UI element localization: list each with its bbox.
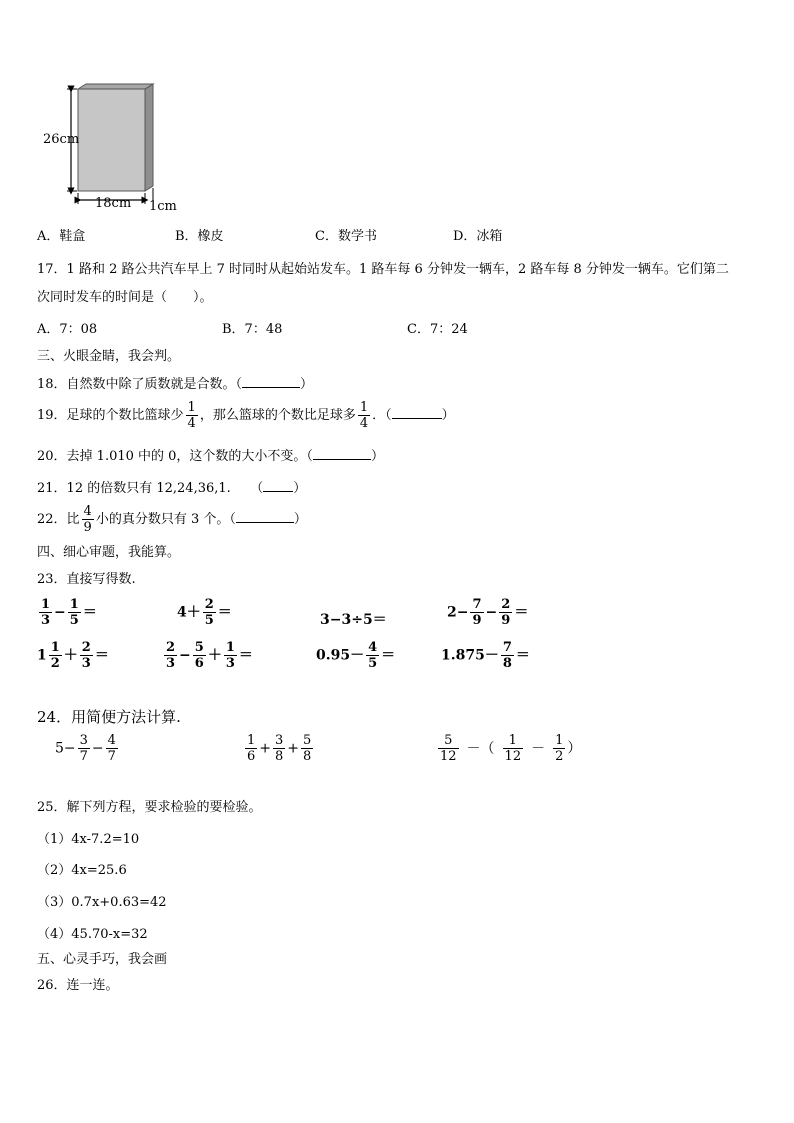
q20 — [37, 447, 384, 465]
q25-item-4: （4）45.70-x=32 — [37, 927, 148, 942]
q17-line2: 次同时发车的时间是（ ）。 — [37, 290, 213, 305]
q23-r1c3: 3−3÷5＝ — [320, 612, 387, 628]
q23-r1c1: $\frac{1}{3}$ − $\frac{1}{5}$ ＝ — [41, 597, 97, 628]
q23-r2c4: 1.875－ $\frac{7}{8}$ ＝ — [441, 640, 530, 671]
q18 — [37, 375, 313, 393]
q25-item-2: （2）4x=25.6 — [37, 863, 127, 878]
q24-title: 24．用简便方法计算. — [37, 708, 181, 726]
q18-text: 18．自然数中除了质数就是合数。（ — [37, 377, 243, 392]
q17-line1: 17．1 路和 2 路公共汽车早上 7 时同时从起始站发车。1 路车每 6 分钟发一辆车，2 路车每 8 分钟发一辆车。它们第二 — [37, 262, 729, 277]
q18-blank[interactable] — [242, 375, 300, 388]
q25-item-1: （1）4x-7.2=10 — [37, 832, 140, 847]
q23-r2c3: 0.95－ $\frac{4}{5}$ ＝ — [316, 640, 396, 671]
q18-close: ） — [300, 377, 314, 392]
q19 — [37, 400, 455, 431]
q19-frac1: $\frac{1}{4}$ — [187, 400, 196, 431]
q20-close: ） — [370, 449, 384, 464]
depth-label: 1cm — [149, 199, 177, 214]
q26: 26．连一连。 — [37, 978, 119, 993]
q22-part2: 小的真分数只有 3 个。（ — [95, 512, 236, 527]
q24-expr1: 5− $\frac{3}{7}$ − $\frac{4}{7}$ — [55, 733, 116, 764]
q19-blank[interactable] — [392, 406, 442, 419]
q23-r1c2: 4＋ $\frac{2}{5}$ ＝ — [177, 597, 232, 628]
q16-option-b: B．橡皮 — [175, 229, 224, 244]
q17-option-c: C．7：24 — [407, 322, 468, 337]
q22-blank[interactable] — [236, 510, 294, 523]
q25-title: 25．解下列方程，要求检验的要检验。 — [37, 800, 262, 815]
q22-close: ） — [293, 512, 307, 527]
q21 — [37, 479, 306, 497]
q17-option-b: B．7：48 — [222, 322, 283, 337]
q22-frac: $\frac{4}{9}$ — [83, 504, 92, 535]
q24-expr3: $\frac{5}{12}$ －（ $\frac{1}{12}$ － $\frac{1}{2}$ ） — [440, 733, 582, 764]
q19-part1: 19．足球的个数比篮球少 — [37, 408, 184, 423]
q23-r2c2: $\frac{2}{3}$ − $\frac{5}{6}$ ＋ $\frac{1}{3}$ ＝ — [166, 640, 253, 671]
q17-option-a: A．7：08 — [37, 322, 98, 337]
section5-heading: 五、心灵手巧，我会画 — [37, 952, 168, 967]
q19-part2: ，那么篮球的个数比足球多 — [199, 408, 356, 423]
q20-blank[interactable] — [313, 447, 371, 460]
q19-close: ） — [441, 408, 455, 423]
section3-heading: 三、火眼金睛，我会判。 — [37, 349, 181, 364]
height-label: 26cm — [43, 132, 80, 147]
q22-part1: 22．比 — [37, 512, 80, 527]
section4-heading: 四、细心审题，我能算。 — [37, 545, 181, 560]
q20-text: 20．去掉 1.010 中的 0，这个数的大小不变。（ — [37, 449, 313, 464]
q23-r1c4: 2− $\frac{7}{9}$ − $\frac{2}{9}$ ＝ — [447, 597, 529, 628]
width-label: 18cm — [95, 196, 132, 211]
q16-option-c: C．数学书 — [315, 229, 377, 244]
q19-part3: ．（ — [372, 408, 392, 423]
q19-frac2: $\frac{1}{4}$ — [359, 400, 369, 431]
q21-blank[interactable] — [263, 479, 293, 492]
q24-expr2: $\frac{1}{6}$ + $\frac{3}{8}$ + $\frac{5}{8}$ — [247, 733, 312, 764]
q22 — [37, 504, 307, 535]
q21-close: ） — [293, 481, 307, 496]
q16-option-d: D．冰箱 — [453, 229, 503, 244]
q23-title: 23．直接写得数. — [37, 572, 136, 587]
q21-text: 21．12 的倍数只有 12,24,36,1. （ — [37, 481, 264, 496]
q25-item-3: （3）0.7x+0.63=42 — [37, 895, 167, 910]
q23-r2c1: 1 $\frac{1}{2}$ ＋ $\frac{2}{3}$ ＝ — [37, 640, 109, 671]
q16-option-a: A．鞋盒 — [37, 229, 86, 244]
